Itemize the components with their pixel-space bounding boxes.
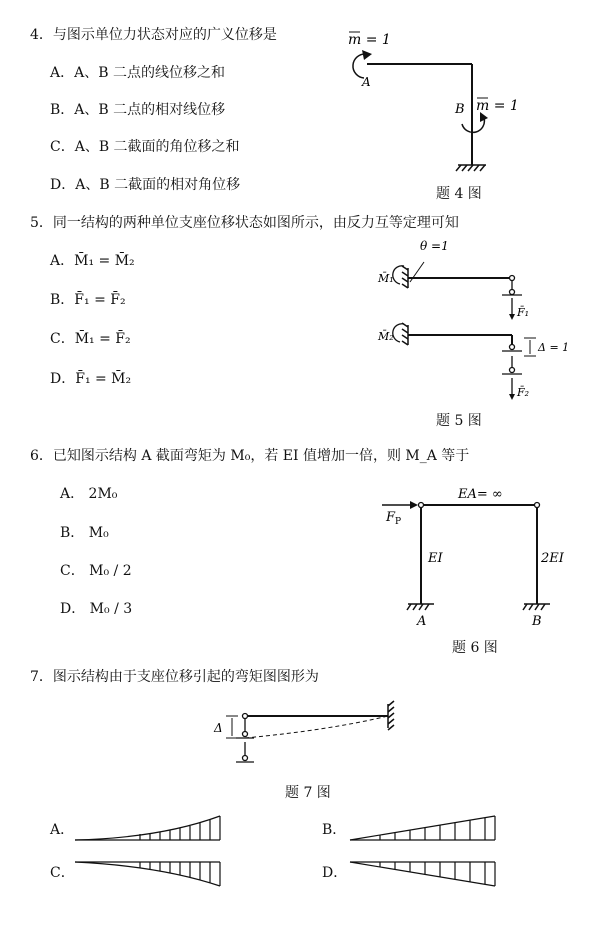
fig5-delta-label: Δ = 1	[538, 341, 570, 354]
q4-option-a: A．A、B 二点的线位移之和	[50, 65, 225, 81]
q4-option-c: C．A、B 二截面的角位移之和	[50, 139, 240, 155]
fig5-f2-label: F̄₂	[517, 386, 530, 399]
fig4-label-a: A	[362, 75, 371, 89]
fig5-clamp-2	[402, 323, 408, 345]
fig6-hinge-left	[419, 503, 424, 508]
fig5-f2-arrowhead	[509, 394, 515, 400]
q7-option-b-label: B．	[322, 822, 347, 838]
fig5-roller-2	[502, 345, 522, 375]
fig7-delta-label: Δ	[214, 721, 223, 735]
q5-stem: 5．同一结构的两种单位支座位移状态如图所示，由反力互等定理可知	[30, 215, 459, 231]
q7-stem: 7．图示结构由于支座位移引起的弯矩图图形为	[30, 669, 319, 685]
fig5-clamp-1	[402, 266, 408, 288]
q7-option-d-label: D．	[322, 865, 348, 881]
fig6-ei-left: EI	[428, 551, 443, 566]
q7-diagram-c	[75, 862, 220, 886]
q6-option-c: C． M₀ / 2	[60, 563, 132, 579]
q5-option-a: A．M̄₁ = M̄₂	[50, 253, 135, 269]
q7-option-a-label: A．	[50, 822, 75, 838]
fig6-label-b: B	[532, 614, 542, 629]
fig7-wall	[388, 701, 394, 730]
fig5-rotation-arc-2	[393, 324, 404, 342]
fig5-f1-arrowhead	[509, 314, 515, 320]
q4-stem: 4．与图示单位力状态对应的广义位移是	[30, 27, 277, 43]
q6-option-b: B． M₀	[60, 525, 109, 541]
fig6-support-a	[407, 604, 434, 610]
fig7-caption: 题 7 图	[285, 785, 331, 801]
q7-diagram-a	[75, 816, 220, 840]
q5-option-d: D．F̄₁ = M̄₂	[50, 371, 132, 387]
fig4-m-top-label: m = 1	[348, 32, 391, 48]
q5-option-c: C．M̄₁ = F̄₂	[50, 331, 131, 347]
fig6-support-b	[523, 604, 550, 610]
q4-option-b: B．A、B 二点的相对线位移	[50, 102, 226, 118]
fig5-beam-2	[408, 335, 512, 345]
q6-option-d: D． M₀ / 3	[60, 601, 133, 617]
fig5-caption: 题 5 图	[436, 413, 482, 429]
q7-diagram-d	[350, 862, 495, 886]
fig7-delta-dim	[226, 716, 238, 738]
fig6-hinge-right	[535, 503, 540, 508]
fig6-caption: 题 6 图	[452, 640, 498, 656]
fig4-fixed-support	[456, 165, 486, 171]
q7-option-c-label: C．	[50, 865, 75, 881]
fig5-delta-dim	[524, 338, 536, 356]
fig7-deflected-shape	[245, 716, 388, 738]
fig6-label-a: A	[417, 614, 427, 629]
q6-stem: 6．已知图示结构 A 截面弯矩为 M₀，若 EI 值增加一倍，则 M_A 等于	[30, 448, 470, 464]
fig6-fp-arrowhead	[410, 501, 418, 509]
q5-option-b: B．F̄₁ = F̄₂	[50, 292, 126, 308]
fig5-m1-label: M̄₁	[378, 272, 394, 285]
fig5-m2-label: M̄₂	[378, 330, 394, 343]
fig6-fp-label: $F_P$	[386, 510, 402, 527]
fig6-ea-label: EA= ∞	[458, 487, 503, 502]
fig7-roller	[236, 714, 254, 763]
fig5-f1-label: F̄₁	[517, 306, 530, 319]
fig4-m-right-label: m = 1	[476, 98, 519, 114]
fig5-theta-label: θ =1	[420, 239, 449, 253]
q6-option-a: A． 2M₀	[60, 486, 118, 502]
fig6-ei-right: 2EI	[541, 551, 564, 566]
fig4-caption: 题 4 图	[436, 186, 482, 202]
fig5-rotation-arc-1	[393, 266, 404, 284]
fig4-moment-arrowhead-top	[362, 50, 372, 60]
fig4-label-b: B	[455, 102, 465, 117]
q7-diagram-b	[350, 816, 495, 840]
q4-option-d: D．A、B 二截面的相对角位移	[50, 177, 241, 193]
